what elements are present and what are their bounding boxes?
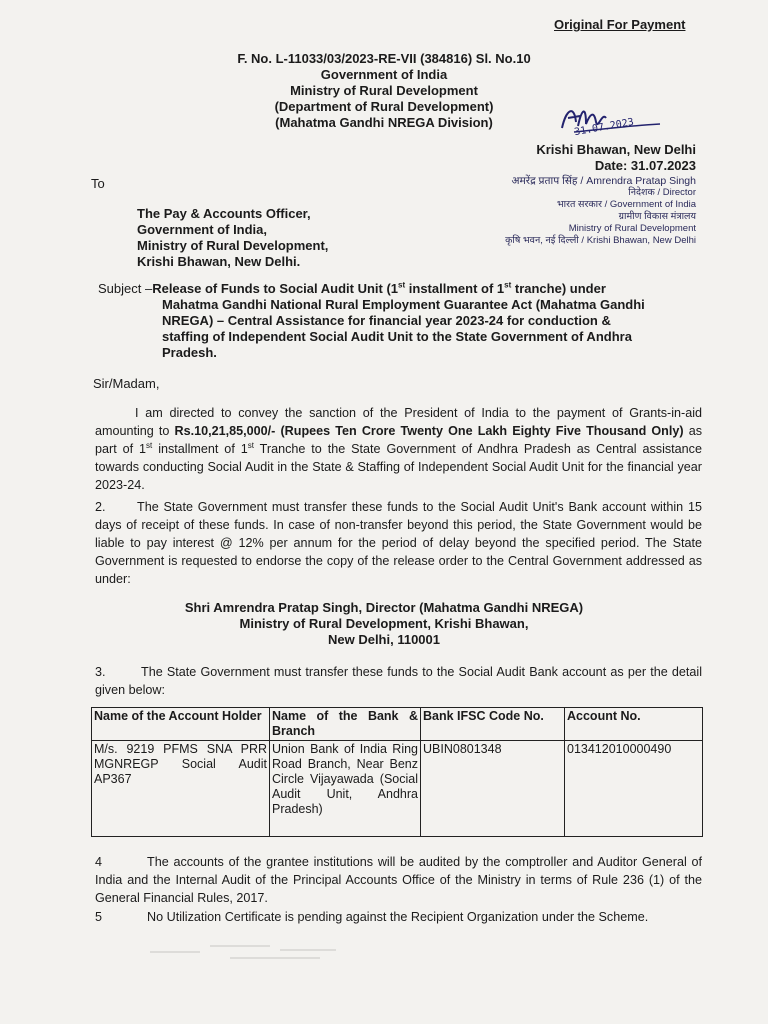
paragraph-4: 4 The accounts of the grantee institutions will be audited by the comptroller and Auditor General of India and the Internal Audit of the Principal Accounts Office of the Ministry in terms of Rule 236 (1) of the General Financial Rules, 2017. [95, 855, 702, 905]
paragraph-1: I am directed to convey the sanction of the President of India to the payment of Grants-in-aid amounting to Rs.10,21,85,000/- (Rupees Ten Crore Twenty One Lakh Eighty Five Thousand Only) as part of 1st installment of 1st Tranche to the State Government of Andhra Pradesh as Central assistance towards conducting Social Audit in the State & Staffing of Independent Social Audit Unit for the financial year 2023-24. [95, 406, 702, 492]
file-number: F. No. L-11033/03/2023-RE-VII (384816) Sl. No.10 [237, 51, 531, 66]
sanction-amount: Rs.10,21,85,000/- (Rupees Ten Crore Twenty One Lakh Eighty Five Thousand Only) [174, 424, 684, 438]
subject-line-5: Pradesh. [162, 345, 217, 360]
header-account-no: Account No. [565, 708, 703, 741]
table-header-row [92, 708, 703, 741]
salutation: Sir/Madam, [93, 376, 160, 391]
subject-line-2: Mahatma Gandhi National Rural Employment Guarantee Act (Mahatma Gandhi [162, 297, 645, 312]
stamp-designation: निदेशक / Director [628, 187, 696, 198]
stamp-ministry-hindi: ग्रामीण विकास मंत्रालय [618, 211, 696, 222]
paragraph-4-number: 4 [95, 855, 103, 869]
original-for-payment-label: Original For Payment [554, 17, 686, 32]
director-stamp [426, 175, 696, 247]
stamp-ministry: Ministry of Rural Development [568, 223, 696, 234]
header-government: Government of India [320, 67, 448, 82]
director-address-line-3: New Delhi, 110001 [327, 632, 440, 647]
to-label: To [91, 176, 105, 191]
signature-date: 31.07.2023 [573, 116, 635, 139]
letter-date: Date: 31.07.2023 [594, 158, 696, 173]
cell-account-no: 013412010000490 [565, 741, 703, 837]
cell-ifsc: UBIN0801348 [421, 741, 565, 837]
place: Krishi Bhawan, New Delhi [536, 142, 696, 157]
header-ifsc: Bank IFSC Code No. [421, 708, 565, 741]
header-bank-branch: Name of the Bank & Branch [270, 708, 421, 741]
addressee-line-3: Ministry of Rural Development, [137, 238, 329, 253]
header-ministry: Ministry of Rural Development [290, 83, 478, 98]
handwritten-signature [556, 100, 676, 144]
subject-line-1: Subject –Release of Funds to Social Audit Unit (1st installment of 1st tranche) under [98, 280, 606, 296]
bleed-through-mark [140, 938, 340, 962]
paragraph-5-number: 5 [95, 910, 103, 924]
table-row [92, 741, 703, 837]
paragraph-3: 3. The State Government must transfer these funds to the Social Audit Bank account as per the detail given below: [95, 665, 702, 697]
paragraph-5: 5 No Utilization Certificate is pending against the Recipient Organization under the Scheme. [95, 910, 649, 924]
paragraph-2-number: 2. [95, 500, 106, 514]
paragraph-2: 2. The State Government must transfer these funds to the Social Audit Unit's Bank account within 15 days of receipt of these funds. In case of non-transfer beyond this period, the State Government would be liable to pay interest @ 12% per annum for the period of delay beyond the specified period. The State Government is requested to endorse the copy of the release order to the Central Government addressed as under: [95, 500, 702, 586]
subject-line-3: NREGA) – Central Assistance for financial year 2023-24 for conduction & [162, 313, 611, 328]
addressee-line-4: Krishi Bhawan, New Delhi. [137, 254, 301, 269]
bank-details-table [91, 707, 703, 837]
addressee-line-1: The Pay & Accounts Officer, [137, 206, 311, 221]
subject-line-4: staffing of Independent Social Audit Unit to the State Government of Andhra [162, 329, 632, 344]
addressee-line-2: Government of India, [137, 222, 268, 237]
director-address-line-1: Shri Amrendra Pratap Singh, Director (Mahatma Gandhi NREGA) [184, 600, 584, 615]
paragraph-3-number: 3. [95, 665, 106, 679]
cell-bank-branch: Union Bank of India Ring Road Branch, Near Benz Circle Vijayawada (Social Audit Unit, Andhra Pradesh) [270, 741, 421, 837]
header-department: (Department of Rural Development) [274, 99, 494, 114]
header-division: (Mahatma Gandhi NREGA Division) [275, 115, 493, 130]
director-address-line-2: Ministry of Rural Development, Krishi Bhawan, [239, 616, 529, 631]
cell-account-holder: M/s. 9219 PFMS SNA PRR MGNREGP Social Audit AP367 [92, 741, 270, 837]
stamp-government: भारत सरकार / Government of India [556, 199, 696, 210]
stamp-address: कृषि भवन, नई दिल्ली / Krishi Bhawan, New Delhi [505, 235, 696, 246]
subject-label: Subject – [98, 281, 153, 296]
stamp-name: अमरेंद्र प्रताप सिंह / Amrendra Pratap Singh [511, 175, 696, 187]
header-account-holder: Name of the Account Holder [92, 708, 270, 741]
